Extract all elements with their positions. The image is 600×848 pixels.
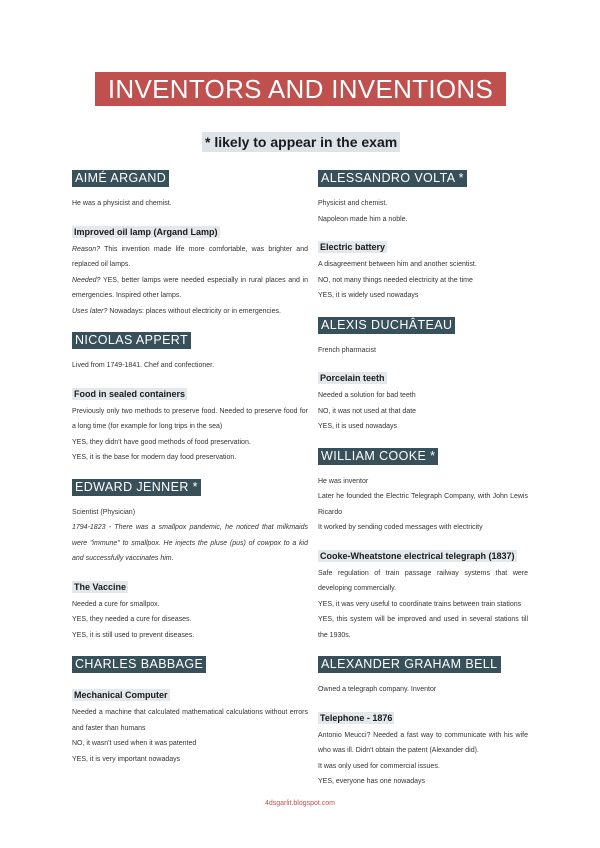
invention-title: Electric battery xyxy=(320,242,386,252)
later-paragraph: YES, it is still used to prevent diseases. xyxy=(72,631,195,639)
later-text: Nowadays: places without electricity or in emergencies. xyxy=(107,307,281,315)
invention-title: Telephone - 1876 xyxy=(320,712,393,723)
later-paragraph: YES, it is the base for modern day food preservation. xyxy=(72,454,237,461)
inventor-heading: CHARLES BABBAGE xyxy=(72,656,206,673)
right-column xyxy=(318,169,528,790)
later-paragraph xyxy=(72,304,308,320)
inventor-intro: Lived from 1749-1841. Chef and confectioner. xyxy=(72,362,215,369)
later-paragraph: YES, everyone has one nowadays xyxy=(318,778,426,785)
reason-paragraph: Previously only two methods to preserve food. Needed to preserve food for a long time (for example for long trips in the sea) xyxy=(72,407,308,430)
reason-paragraph xyxy=(72,242,308,273)
needed-text: YES, better lamps were needed especially in rural places and in emergencies. Inspired other lamps. xyxy=(72,276,308,299)
needed-paragraph: NO, it was not used at that date xyxy=(318,407,417,415)
reason-paragraph: A disagreement between him and another scientist. xyxy=(318,261,477,268)
later-paragraph: YES, it is used nowadays xyxy=(318,423,397,430)
needed-paragraph: YES, it was very useful to coordinate trains between train stations xyxy=(318,600,522,608)
reason-paragraph: Antonio Meucci? Needed a fast way to communicate with his wife who was ill. Didn't obtain the patent (Alexander did). xyxy=(318,731,528,754)
inventor-heading: ALEXIS DUCHÂTEAU xyxy=(318,317,455,334)
inventor-heading: ALESSANDRO VOLTA * xyxy=(318,170,467,187)
reason-paragraph: Needed a cure for smallpox. xyxy=(72,600,160,608)
reason-text: This invention made life more comfortable, was brighter and replaced oil lamps. xyxy=(72,245,308,268)
needed-paragraph: NO, it wasn't used when it was patented xyxy=(72,740,197,747)
section-appert xyxy=(72,331,308,466)
inventor-intro: Later he founded the Electric Telegraph Company, with John Lewis Ricardo xyxy=(318,493,528,516)
reason-paragraph: Safe regulation of train passage railway systems that were developing commercially. xyxy=(318,569,528,592)
inventor-intro: Scientist (Physician) xyxy=(72,508,136,516)
later-paragraph: YES, it is very important nowadays xyxy=(72,755,181,763)
reason-paragraph: Needed a machine that calculated mathematical calculations without errors and faster than humans xyxy=(72,709,308,732)
inventor-intro: It worked by sending coded messages with electricity xyxy=(318,524,483,531)
reason-label: Reason? xyxy=(72,245,101,253)
section-volta xyxy=(318,169,528,304)
section-babbage xyxy=(72,655,308,767)
inventor-story xyxy=(72,520,308,567)
invention-title: Mechanical Computer xyxy=(74,690,168,700)
inventor-intro: Owned a telegraph company. Inventor xyxy=(318,686,437,693)
needed-label: Needed? xyxy=(72,276,101,284)
invention-title: Food in sealed containers xyxy=(74,388,186,399)
inventor-heading: WILLIAM COOKE * xyxy=(318,448,438,465)
left-column xyxy=(72,169,308,767)
invention-title: Improved oil lamp (Argand Lamp) xyxy=(74,226,218,237)
later-paragraph: YES, this system will be improved and used in several stations till the 1930s. xyxy=(318,616,528,639)
needed-paragraph xyxy=(72,273,308,304)
invention-title: The Vaccine xyxy=(74,581,127,592)
inventor-intro: He was a physicist and chemist. xyxy=(72,200,172,207)
section-duchateau xyxy=(318,316,528,435)
inventor-heading: EDWARD JENNER * xyxy=(72,479,201,496)
inventor-intro: French pharmacist xyxy=(318,346,376,354)
needed-paragraph: YES, they needed a cure for diseases. xyxy=(72,616,192,623)
inventor-intro: Physicist and chemist. xyxy=(318,200,388,207)
footer-link[interactable]: 4dsgarlit.blogspot.com xyxy=(264,800,336,807)
section-argand xyxy=(72,169,308,319)
reason-paragraph: Needed a solution for bad teeth xyxy=(318,392,416,399)
inventor-intro: Napoleon made him a noble. xyxy=(318,215,408,223)
inventor-heading: AIMÉ ARGAND xyxy=(72,170,169,187)
inventor-heading: NICOLAS APPERT xyxy=(72,332,191,349)
invention-title: Cooke-Wheatstone electrical telegraph (1837) xyxy=(320,550,515,561)
story-text: 1794-1823 - There was a smallpox pandemic, he noticed that milkmaids were "immune" to smallpox. He injects the pluse (pus) of cowpox to a kid and successfully vaccinates him. xyxy=(72,524,308,562)
section-cooke xyxy=(318,447,528,644)
invention-title: Porcelain teeth xyxy=(320,373,385,383)
document-title: INVENTORS AND INVENTIONS xyxy=(95,72,506,106)
section-jenner xyxy=(72,478,308,644)
exam-note: * likely to appear in the exam xyxy=(202,132,400,152)
needed-paragraph: NO, not many things needed electricity at the time xyxy=(318,276,473,284)
inventor-heading: ALEXANDER GRAHAM BELL xyxy=(318,656,501,673)
needed-paragraph: YES, they didn't have good methods of food preservation. xyxy=(72,438,251,446)
section-bell xyxy=(318,655,528,790)
later-paragraph: YES, it is widely used nowadays xyxy=(318,292,419,299)
needed-paragraph: It was only used for commercial issues. xyxy=(318,762,440,770)
inventor-intro: He was inventor xyxy=(318,477,369,485)
later-label: Uses later? xyxy=(72,307,108,315)
